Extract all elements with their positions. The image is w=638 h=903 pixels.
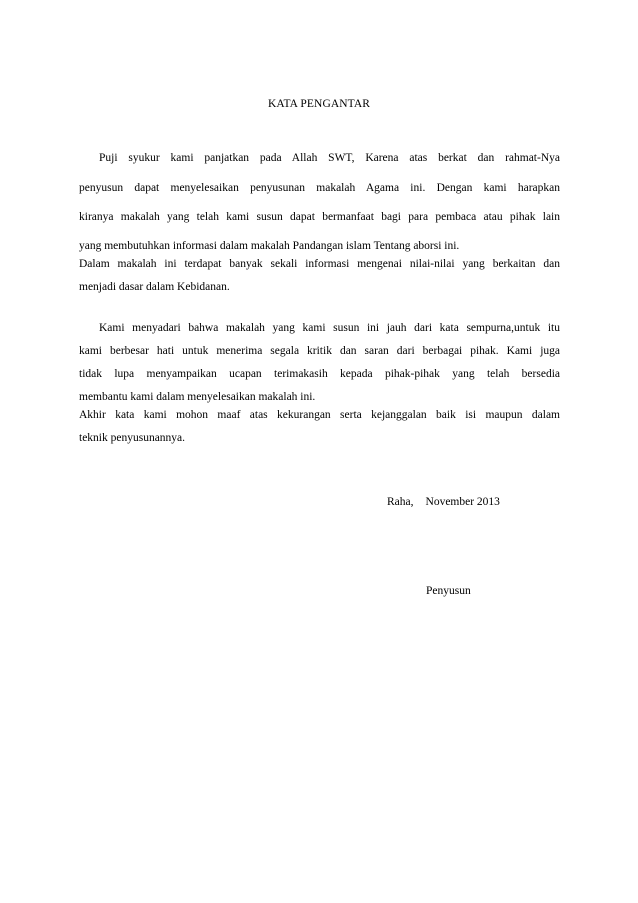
paragraph-line: kami berbesar hati untuk menerima segala kritik dan saran dari berbagai pihak. Kami juga: [79, 345, 560, 357]
paragraph-line: membantu kami dalam menyelesaikan makalah ini.: [79, 391, 316, 403]
paragraph-line: kiranya makalah yang telah kami susun dapat bermanfaat bagi para pembaca atau pihak lain: [79, 211, 560, 223]
paragraph-line: penyusun dapat menyelesaikan penyusunan makalah Agama ini. Dengan kami harapkan: [79, 182, 560, 194]
place-date: [387, 496, 500, 508]
paragraph-line: menjadi dasar dalam Kebidanan.: [79, 281, 230, 293]
paragraph-line: Dalam makalah ini terdapat banyak sekali informasi mengenai nilai-nilai yang berkaitan dan: [79, 258, 560, 270]
signer-name: Penyusun: [426, 585, 471, 597]
paragraph-line: Kami menyadari bahwa makalah yang kami susun ini jauh dari kata sempurna,untuk itu: [99, 322, 560, 334]
paragraph-line: teknik penyusunannya.: [79, 432, 186, 444]
paragraph-line: Puji syukur kami panjatkan pada Allah SWT, Karena atas berkat dan rahmat-Nya: [99, 152, 560, 164]
paragraph-line: yang membutuhkan informasi dalam makalah Pandangan islam Tentang aborsi ini.: [79, 240, 460, 252]
paragraph-line: Akhir kata kami mohon maaf atas kekurangan serta kejanggalan baik isi maupun dalam: [79, 409, 560, 421]
place-name: Raha,: [387, 496, 414, 508]
page-title: KATA PENGANTAR: [267, 98, 371, 110]
paragraph-line: tidak lupa menyampaikan ucapan terimakasih kepada pihak-pihak yang telah bersedia: [79, 368, 560, 380]
date-text: November 2013: [425, 496, 500, 508]
